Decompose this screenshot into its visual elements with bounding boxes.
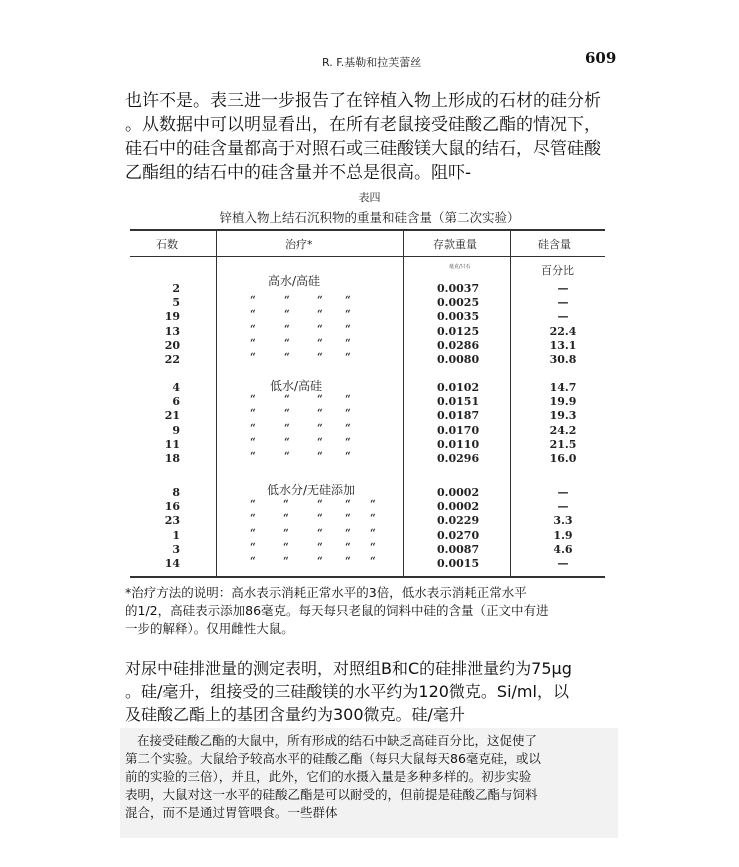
ditto-mark: “ xyxy=(283,527,289,539)
table-col-divider-1 xyxy=(216,230,217,576)
treatment-group-title: 低水分/无硅添加 xyxy=(267,483,356,497)
ditto-mark: “ xyxy=(370,527,376,539)
paragraph-line: 表明，大鼠对这一水平的硅酸乙酯是可以耐受的，但前提是硅酸乙酯与饲料 xyxy=(125,787,538,802)
running-header-author: R. F.基勒和拉芙蕾丝 xyxy=(322,56,422,69)
footnote-line: 的1/2，高硅表示添加86毫克。每天每只老鼠的饲料中硅的含量（正文中有进 xyxy=(125,603,549,618)
paragraph-line: 及硅酸乙酯上的基团含量约为300微克。硅/毫升 xyxy=(125,705,465,724)
table-title: 锌植入物上结石沉积物的重量和硅含量（第二次实验） xyxy=(219,210,520,225)
col-header-treatment: 治疗* xyxy=(285,238,313,251)
ditto-mark: “ xyxy=(317,422,323,434)
deposit-weight-cell: 0.0035 xyxy=(437,310,480,324)
stone-number-cell: 8 xyxy=(172,486,180,499)
paragraph-line: 。硅/毫升，组接受的三硅酸镁的水平约为120微克。Si/ml，以 xyxy=(125,682,569,701)
paragraph-line: 前的实验的三倍），并且，此外，它们的水摄入量是多种多样的。初步实验 xyxy=(125,769,532,784)
stone-number-cell: 5 xyxy=(172,296,180,310)
footnote-line: *治疗方法的说明：高水表示消耗正常水平的3倍，低水表示消耗正常水平 xyxy=(125,585,527,600)
stone-number-cell: 1 xyxy=(172,528,180,542)
ditto-mark: “ xyxy=(250,309,256,321)
deposit-weight-cell: 0.0037 xyxy=(437,282,480,295)
stone-number-cell: 21 xyxy=(164,409,180,423)
treatment-group-title: 低水/高硅 xyxy=(270,379,323,393)
deposit-weight-cell: 0.0002 xyxy=(437,500,480,514)
ditto-mark: “ xyxy=(250,513,256,525)
silicon-content-cell: 22.4 xyxy=(549,324,577,338)
ditto-mark: “ xyxy=(284,408,290,420)
silicon-content-cell: — xyxy=(557,282,569,295)
ditto-mark: “ xyxy=(345,337,351,349)
ditto-mark: “ xyxy=(370,499,376,511)
ditto-mark: “ xyxy=(250,352,256,363)
stone-number-cell: 14 xyxy=(164,557,180,570)
ditto-mark: “ xyxy=(250,556,256,567)
silicon-content-cell: 19.9 xyxy=(549,395,577,409)
deposit-weight-cell: 0.0187 xyxy=(437,409,480,423)
paragraph-line: 硅石中的硅含量都高于对照石或三硅酸镁大鼠的结石，尽管硅酸 xyxy=(125,139,601,159)
stone-number-cell: 20 xyxy=(164,338,180,352)
silicon-unit: 百分比 xyxy=(541,264,574,277)
silicon-content-cell: 4.6 xyxy=(553,542,573,556)
stone-number-cell: 16 xyxy=(164,500,180,514)
table-col-divider-3 xyxy=(510,230,511,576)
silicon-content-cell: 3.3 xyxy=(553,514,573,528)
stone-number-cell: 22 xyxy=(164,353,180,366)
paragraph-line: 也许不是。表三进一步报告了在锌植入物上形成的石材的硅分析 xyxy=(125,91,601,111)
deposit-weight-cell: 0.0110 xyxy=(437,437,480,451)
paragraph-line: 第二个实验。大鼠给予较高水平的硅酸乙酯（每只大鼠每天86毫克硅，或以 xyxy=(125,751,541,766)
treatment-group-title: 高水/高硅 xyxy=(268,274,321,288)
silicon-content-cell: 16.0 xyxy=(549,452,577,465)
deposit-weight-cell: 0.0087 xyxy=(437,542,480,556)
stone-number-cell: 4 xyxy=(172,381,180,394)
ditto-mark: “ xyxy=(284,295,290,307)
ditto-mark: “ xyxy=(250,451,256,462)
ditto-mark: “ xyxy=(317,295,323,307)
silicon-content-cell: 1.9 xyxy=(553,528,573,542)
ditto-mark: “ xyxy=(250,541,256,553)
paragraph-line: 在接受硅酸乙酯的大鼠中，所有形成的结石中缺乏高硅百分比，这促使了 xyxy=(137,733,538,748)
ditto-mark: “ xyxy=(284,309,290,321)
ditto-mark: “ xyxy=(317,323,323,335)
ditto-mark: “ xyxy=(284,451,290,462)
ditto-mark: “ xyxy=(317,337,323,349)
ditto-mark: “ xyxy=(370,541,376,553)
stone-number-cell: 9 xyxy=(172,423,180,437)
silicon-content-cell: 14.7 xyxy=(549,381,577,394)
ditto-mark: “ xyxy=(345,436,351,448)
ditto-mark: “ xyxy=(317,499,323,511)
ditto-mark: “ xyxy=(250,408,256,420)
deposit-weight-cell: 0.0151 xyxy=(437,395,480,409)
silicon-content-cell: — xyxy=(557,500,569,514)
ditto-mark: “ xyxy=(345,408,351,420)
ditto-mark: “ xyxy=(345,556,351,567)
ditto-mark: “ xyxy=(250,337,256,349)
ditto-mark: “ xyxy=(317,394,323,406)
ditto-mark: “ xyxy=(345,394,351,406)
weight-unit: 毫克/只石 xyxy=(449,264,471,270)
paragraph-2 xyxy=(125,657,617,726)
table-number: 表四 xyxy=(358,191,381,204)
ditto-mark: “ xyxy=(284,352,290,363)
silicon-content-cell: 21.5 xyxy=(549,437,577,451)
ditto-mark: “ xyxy=(284,422,290,434)
ditto-mark: “ xyxy=(317,352,323,363)
ditto-mark: “ xyxy=(345,422,351,434)
deposit-weight-cell: 0.0080 xyxy=(437,353,480,366)
ditto-mark: “ xyxy=(370,556,376,567)
deposit-weight-cell: 0.0296 xyxy=(437,452,480,465)
ditto-mark: “ xyxy=(250,436,256,448)
ditto-mark: “ xyxy=(250,499,256,511)
paragraph-line: 乙酯组的结石中的硅含量并不总是很高。阻吓- xyxy=(125,163,472,183)
ditto-mark: “ xyxy=(345,513,351,525)
col-header-silicon: 硅含量 xyxy=(538,238,571,251)
ditto-mark: “ xyxy=(317,309,323,321)
col-header-weight: 存款重量 xyxy=(433,238,477,251)
stone-number-cell: 6 xyxy=(172,395,180,409)
stone-number-cell: 11 xyxy=(164,437,180,451)
stone-number-cell: 19 xyxy=(164,310,180,324)
ditto-mark: “ xyxy=(317,527,323,539)
ditto-mark: “ xyxy=(370,513,376,525)
ditto-mark: “ xyxy=(250,295,256,307)
stone-number-cell: 13 xyxy=(164,324,180,338)
paragraph-line: 对尿中硅排泄量的测定表明，对照组B和C的硅排泄量约为75μg xyxy=(125,659,572,678)
table-bottom-rule xyxy=(130,576,605,578)
ditto-mark: “ xyxy=(284,436,290,448)
silicon-content-cell: — xyxy=(557,557,569,570)
ditto-mark: “ xyxy=(345,295,351,307)
paragraph-line: 。从数据中可以明显看出，在所有老鼠接受硅酸乙酯的情况下， xyxy=(125,115,601,135)
ditto-mark: “ xyxy=(345,499,351,511)
ditto-mark: “ xyxy=(317,556,323,567)
ditto-mark: “ xyxy=(345,541,351,553)
silicon-content-cell: — xyxy=(557,296,569,310)
ditto-mark: “ xyxy=(250,422,256,434)
footnote-line: 一步的解释）。仅用雌性大鼠。 xyxy=(125,621,294,636)
col-header-stone: 石数 xyxy=(156,238,178,251)
ditto-mark: “ xyxy=(317,513,323,525)
table-col-divider-2 xyxy=(403,230,404,576)
stone-number-cell: 18 xyxy=(164,452,180,465)
table-footnote xyxy=(125,584,617,638)
ditto-mark: “ xyxy=(345,323,351,335)
stone-number-cell: 2 xyxy=(172,282,180,295)
ditto-mark: “ xyxy=(345,309,351,321)
deposit-weight-cell: 0.0125 xyxy=(437,324,480,338)
deposit-weight-cell: 0.0102 xyxy=(437,381,480,394)
deposit-weight-cell: 0.0229 xyxy=(437,514,480,528)
ditto-mark: “ xyxy=(317,408,323,420)
deposit-weight-cell: 0.0025 xyxy=(437,296,480,310)
table-top-rule xyxy=(130,229,605,231)
ditto-mark: “ xyxy=(345,352,351,363)
silicon-content-cell: 13.1 xyxy=(549,338,577,352)
ditto-mark: “ xyxy=(345,527,351,539)
ditto-mark: “ xyxy=(284,394,290,406)
deposit-weight-cell: 0.0002 xyxy=(437,486,480,499)
deposit-weight-cell: 0.0270 xyxy=(437,528,480,542)
paragraph-3 xyxy=(125,732,617,822)
ditto-mark: “ xyxy=(283,499,289,511)
ditto-mark: “ xyxy=(317,436,323,448)
silicon-content-cell: 19.3 xyxy=(549,409,577,423)
ditto-mark: “ xyxy=(284,337,290,349)
ditto-mark: “ xyxy=(283,541,289,553)
deposit-weight-cell: 0.0015 xyxy=(437,557,480,570)
table-header-rule xyxy=(130,256,605,257)
ditto-mark: “ xyxy=(284,323,290,335)
silicon-content-cell: 24.2 xyxy=(549,423,577,437)
ditto-mark: “ xyxy=(250,394,256,406)
silicon-content-cell: — xyxy=(557,310,569,324)
silicon-content-cell: 30.8 xyxy=(549,353,577,366)
ditto-mark: “ xyxy=(250,323,256,335)
ditto-mark: “ xyxy=(345,451,351,462)
paragraph-line: 混合，而不是通过胃管喂食。一些群体 xyxy=(125,805,338,820)
page-number: 609 xyxy=(585,49,617,67)
ditto-mark: “ xyxy=(250,527,256,539)
ditto-mark: “ xyxy=(317,541,323,553)
stone-number-cell: 23 xyxy=(164,514,180,528)
ditto-mark: “ xyxy=(283,556,289,567)
ditto-mark: “ xyxy=(317,451,323,462)
paragraph-1 xyxy=(125,89,617,185)
deposit-weight-cell: 0.0286 xyxy=(437,338,480,352)
deposit-weight-cell: 0.0170 xyxy=(437,423,480,437)
ditto-mark: “ xyxy=(283,513,289,525)
stone-number-cell: 3 xyxy=(172,542,180,556)
silicon-content-cell: — xyxy=(557,486,569,499)
